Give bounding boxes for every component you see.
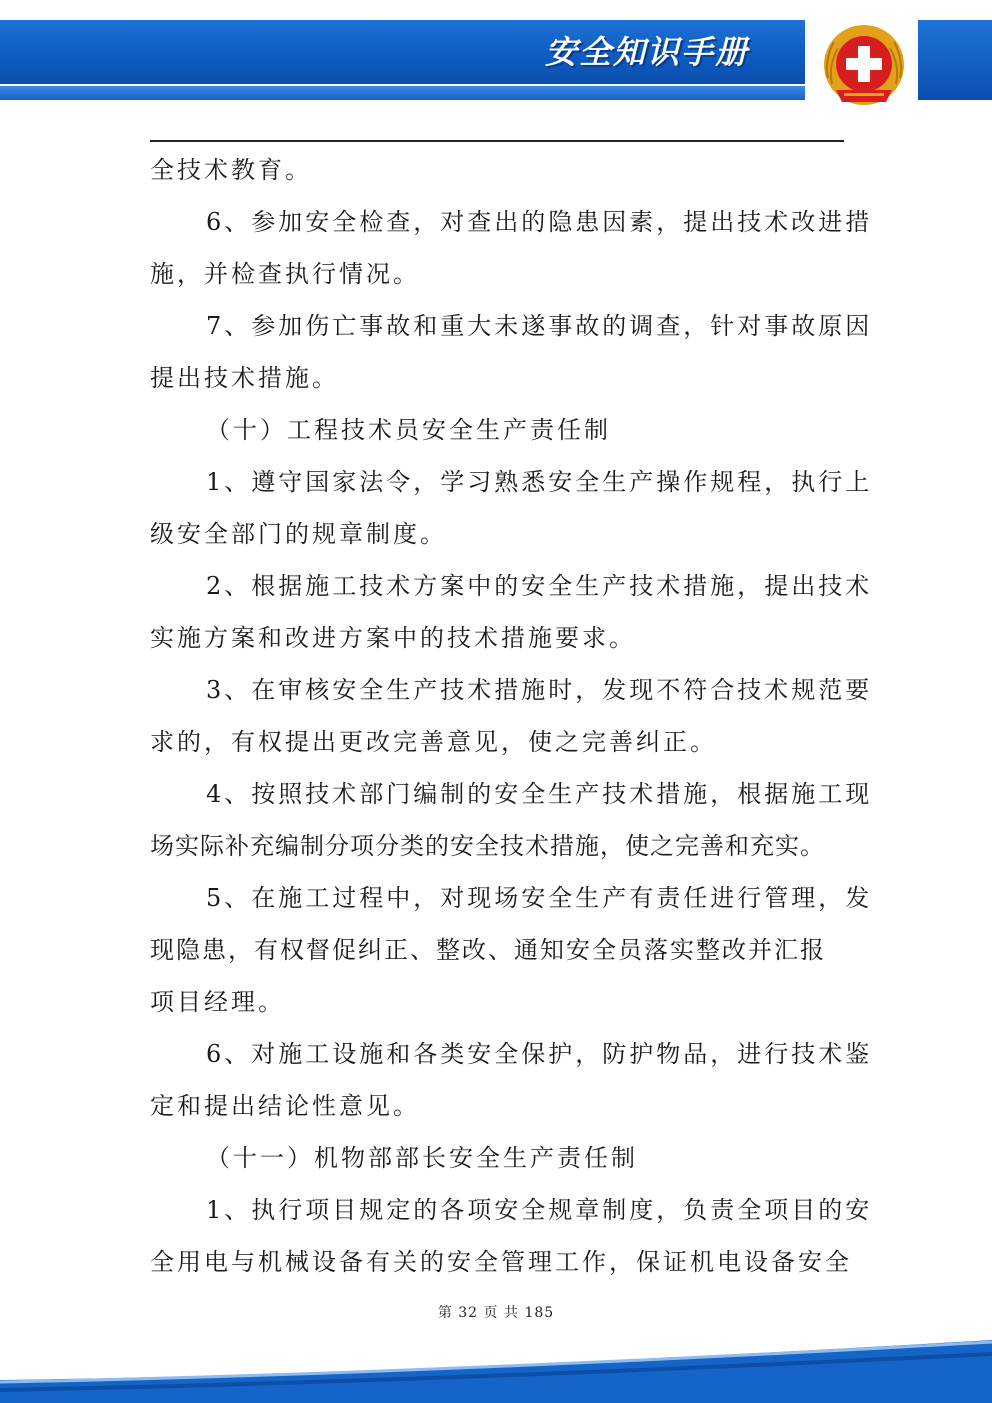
- red-cross-safety-emblem-icon: [814, 20, 914, 110]
- text-line: 6、对施工设施和各类安全保护，防护物品，进行技术鉴: [206, 1040, 873, 1068]
- header-rule: [150, 140, 844, 142]
- header-stripe: [0, 86, 805, 100]
- document-body: [150, 144, 873, 1288]
- text-line: 提出技术措施。: [150, 364, 339, 392]
- section-heading: （十）工程技术员安全生产责任制: [206, 416, 611, 444]
- header-title: 安全知识手册: [545, 33, 750, 71]
- text-line: 3、在审核安全生产技术措施时，发现不符合技术规范要: [206, 676, 873, 704]
- text-line: 4、按照技术部门编制的安全生产技术措施，根据施工现: [206, 780, 873, 808]
- text-line: 级安全部门的规章制度。: [150, 520, 447, 548]
- text-line: 现隐患，有权督促纠正、整改、通知安全员落实整改并汇报: [150, 936, 826, 964]
- text-line: 施，并检查执行情况。: [150, 260, 420, 288]
- text-line: 5、在施工过程中，对现场安全生产有责任进行管理，发: [206, 884, 873, 912]
- text-line: 7、参加伤亡事故和重大未遂事故的调查，针对事故原因: [206, 312, 873, 340]
- text-line: 求的，有权提出更改完善意见，使之完善纠正。: [150, 728, 717, 756]
- header-right-block: [918, 20, 992, 100]
- text-line: 项目经理。: [150, 988, 285, 1016]
- text-line: 定和提出结论性意见。: [150, 1092, 420, 1120]
- text-line: 2、根据施工技术方案中的安全生产技术措施，提出技术: [206, 572, 873, 600]
- text-line: 实施方案和改进方案中的技术措施要求。: [150, 624, 636, 652]
- section-heading: （十一）机物部部长安全生产责任制: [206, 1144, 638, 1172]
- text-line: 1、遵守国家法令，学习熟悉安全生产操作规程，执行上: [206, 468, 873, 496]
- text-line: 场实际补充编制分项分类的安全技术措施，使之完善和充实。: [150, 832, 825, 860]
- page-number: 第 32 页 共 185: [437, 1305, 555, 1321]
- text-line: 1、执行项目规定的各项安全规章制度，负责全项目的安: [206, 1196, 873, 1224]
- text-line: 全用电与机械设备有关的安全管理工作，保证机电设备安全: [150, 1248, 852, 1276]
- text-line: 6、参加安全检查，对查出的隐患因素，提出技术改进措: [206, 208, 873, 236]
- text-line: 全技术教育。: [150, 156, 312, 184]
- footer-swoosh: [0, 1320, 992, 1403]
